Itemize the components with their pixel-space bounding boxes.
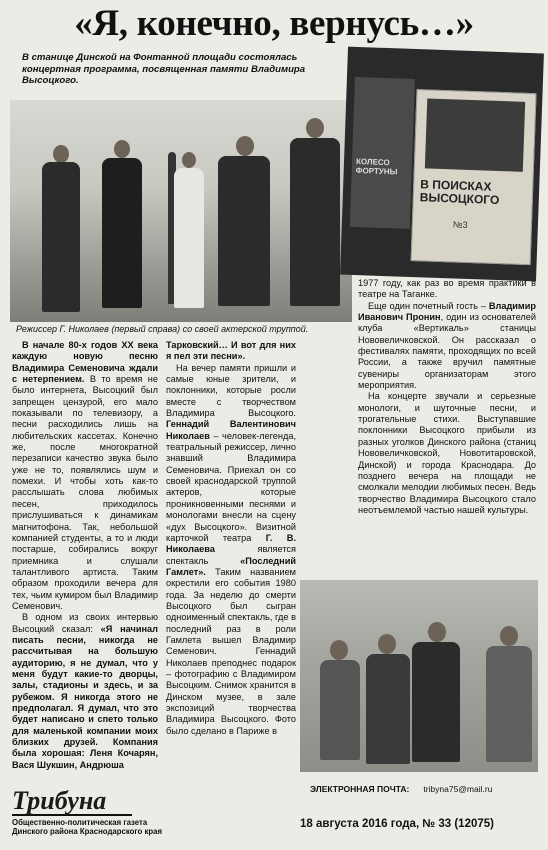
col3-text-3: На концерте звучали и серьезные монологи, и шуточные песни, и трогательные стихи. Выступавшие поклонники Высоцкого прибыли из разных уголков Динского района (станиц Нововеличковской, Новотитаровской, Динской) и города Краснодара. До позднего вечера на площади не смолкали мелодии любимых песен. Ведь творчество Владимира Высоцкого стало неотъемлемой частью нашей культуры. bbox=[358, 391, 536, 515]
col2-text-2: – человек-легенда, театральный режиссер, лично знавший Владимира Семеновича. Приехал он со своей краснодарской труппой актеров, которые проникновенными песнями и монологами внесли на сцену «дух Высоцкого». Визитной карточкой театра bbox=[166, 430, 296, 543]
email-line bbox=[310, 784, 492, 794]
newspaper-subtitle-1: Общественно-политическая газета bbox=[12, 818, 148, 827]
col2-text-1: На вечер памяти пришли и самые юные зрители, и поклонники, которые росли вместе с творчеством Владимира Высоцкого. bbox=[166, 362, 296, 419]
photo-caption: Режиссер Г. Николаев (первый справа) со своей актерской труппой. bbox=[16, 324, 309, 334]
col3-guest-name: Владимир Иванович Пронин bbox=[358, 300, 536, 323]
issue-date: 18 августа 2016 года, № 33 (12075) bbox=[300, 818, 494, 830]
col2-text-4: Таким названием окрестили его события 1980 года. За неделю до смерти Высоцкого был сыгран одноименный спектакль, где в последний раз в роли Гамлета вышел Владимир Семенович. Геннадий Николаев преподнес подарок – фотографию с Владимиром Высоцким. Снимок хранится в Динском музее, в зале экспозиций творчества Владимира Высоцкого. Фото было сделано в Париже в bbox=[166, 566, 296, 736]
book2-title: КОЛЕСО ФОРТУНЫ bbox=[355, 157, 398, 177]
col1-text: В то время не было интернета, Высоцкий был запрещен цензурой, его мало показывали по телевизору, а песни расходились лишь на любительских кассетах. Конечно же, после многократной перезаписи качество звука было уже не то, появлялись шум и помехи. И чтобы хоть как-то расслышать слова любимых песен, приходилось прислушиваться к динамикам магнитофона. Так, небольшой компанией студенты, а то и люди постарше, собирались вокруг приемника и слушали талантливого артиста. Таким образом проходили вечера для тех, чьим кумиром был Владимир Семенович. bbox=[12, 374, 158, 611]
troupe-photo bbox=[10, 100, 352, 322]
article-title: «Я, конечно, вернусь…» bbox=[74, 3, 474, 44]
email-label: ЭЛЕКТРОННАЯ ПОЧТА: bbox=[310, 784, 410, 794]
col2-play-title: «Последний Гамлет». bbox=[166, 555, 296, 577]
col2-name-2: Г. В. Николаева bbox=[166, 532, 296, 555]
col3-text-2: , один из основателей клуба «Вертикаль» станицы Нововеличковской. Он рассказал о фестивалях памяти, проходящих по всей России, а также вручил памятные сувениры организаторам этого мероприятия. bbox=[358, 312, 536, 391]
book-photo bbox=[340, 47, 544, 282]
book-title: В ПОИСКАХ ВЫСОЦКОГО bbox=[419, 177, 500, 208]
article-column-3 bbox=[358, 278, 536, 516]
col3-text-0: 1977 году, как раз во время практики в театре на Таганке. bbox=[358, 278, 536, 300]
col2-text-3: является спектакль bbox=[166, 544, 296, 566]
col1-intro: В начале 80-х годов XX века каждую новую песню Владимира Семеновича ждали с нетерпением. bbox=[12, 340, 158, 385]
article-column-1 bbox=[12, 340, 158, 771]
book-number: №3 bbox=[452, 219, 468, 230]
audience-photo bbox=[300, 580, 538, 772]
col1-quote: «Я начинал писать песни, никогда не рассчитывая на большую аудиторию, я не думал, что у меня будут какие-то дворцы, залы, стадионы и здесь, и за рубежом. Я никогда этого не предполагал. Я думал, что это будет написано и спето только для маленькой компании моих близких друзей. Компания была хорошая: Леня Кочарян, Вася Шукшин, Андрюша bbox=[12, 623, 158, 770]
col2-quote-end: Тарковский… И вот для них я пел эти песни». bbox=[166, 340, 296, 362]
newspaper-logo: Трибуна bbox=[12, 788, 132, 816]
email-address[interactable]: tribyna75@mail.ru bbox=[423, 784, 493, 794]
newspaper-masthead bbox=[12, 788, 292, 840]
col3-text-1: Еще один почетный гость – bbox=[368, 300, 489, 311]
newspaper-subtitle-2: Динского района Краснодарского края bbox=[12, 827, 163, 836]
col1-quote-intro: В одном из своих интервью Высоцкий сказал: bbox=[12, 612, 158, 634]
article-lead: В станице Динской на Фонтанной площади состоялась концертная программа, посвященная памяти Владимира Высоцкого. bbox=[22, 52, 306, 87]
col2-name-1: Геннадий Валентинович Николаев bbox=[166, 419, 296, 441]
article-column-2 bbox=[166, 340, 296, 737]
